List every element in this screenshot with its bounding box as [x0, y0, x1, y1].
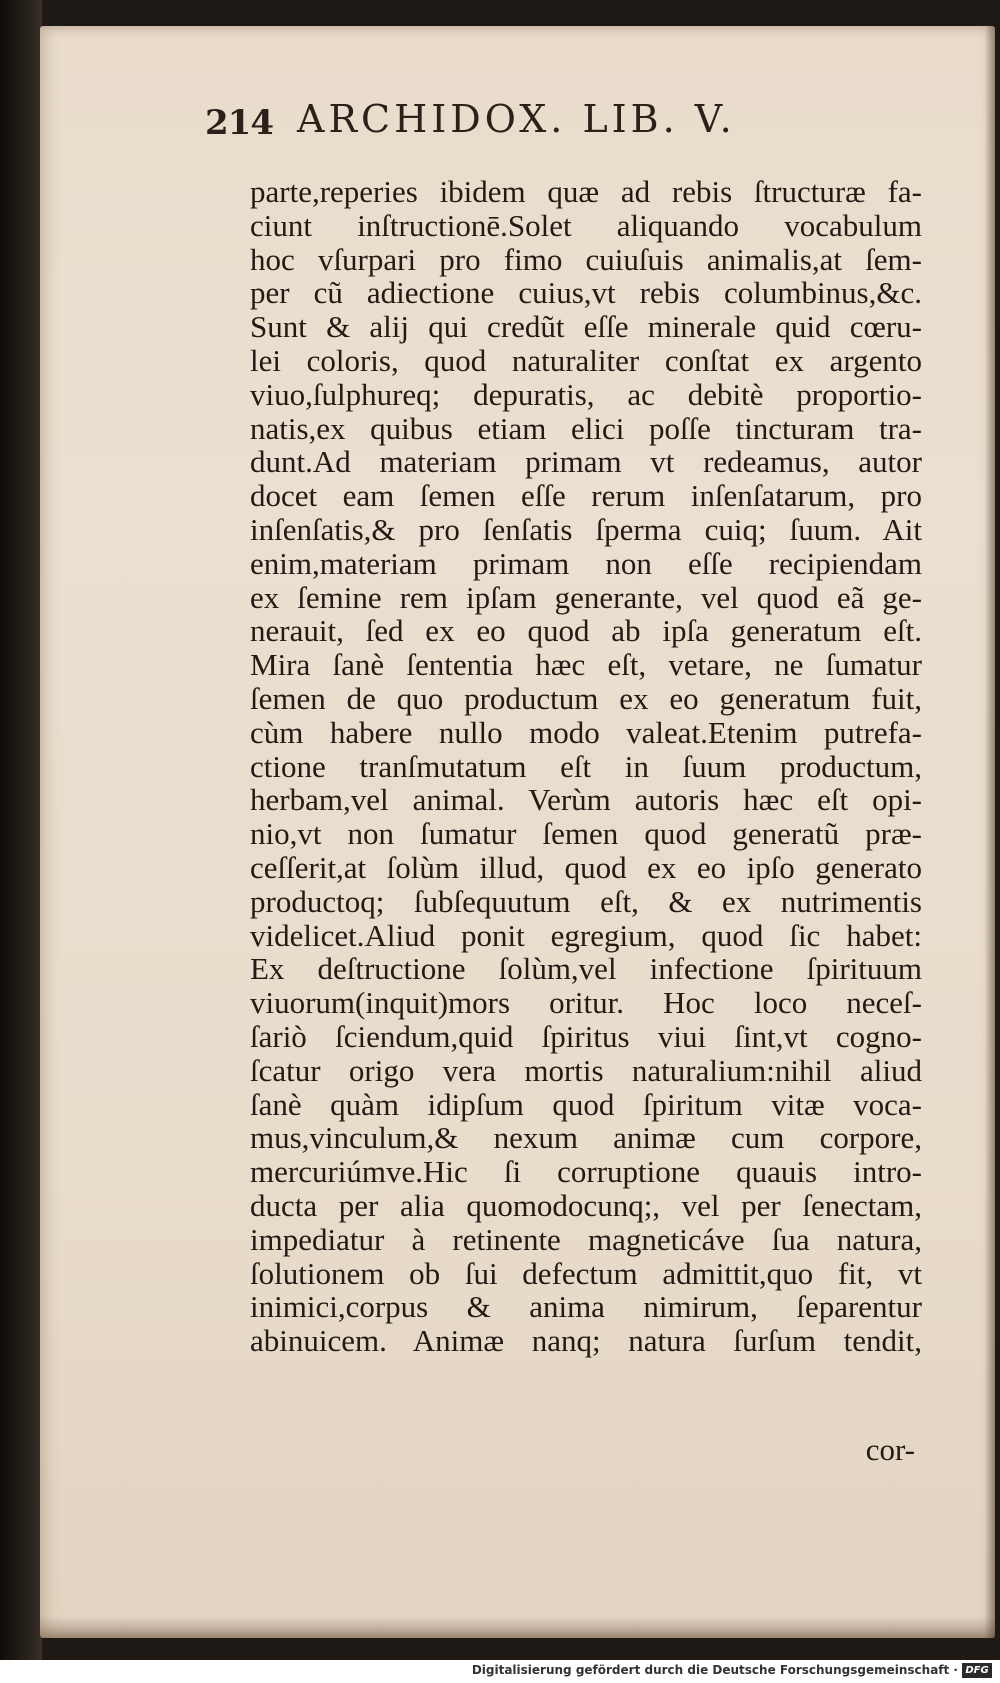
page-number: 214 — [205, 103, 273, 143]
text-line: herbam,vel animal. Verùm autoris hæc eſt opi- — [250, 782, 922, 818]
running-title: ARCHIDOX. LIB. V. — [297, 97, 736, 141]
text-line: ceſſerit,at ſolùm illud, quod ex eo ipſo generato — [250, 849, 922, 885]
text-line: nio,vt non ſumatur ſemen quod generatũ præ- — [250, 816, 922, 852]
text-line: viuorum(inquit)mors oritur. Hoc loco neceſ- — [250, 985, 922, 1021]
text-line: ſariò ſciendum,quid ſpiritus viui ſint,vt cogno- — [250, 1018, 922, 1054]
page-bottom-shadow — [40, 1616, 995, 1638]
text-line: ſcatur origo vera mortis naturalium:nihil aliud — [250, 1052, 922, 1088]
text-line: mercuriúmve.Hic ſi corruptione quauis intro- — [250, 1154, 922, 1190]
text-line: cùm habere nullo modo valeat.Etenim putrefa- — [250, 714, 922, 750]
text-line: productoq; ſubſequutum eſt, & ex nutrimentis — [250, 883, 922, 919]
text-line: viuo,ſulphureq; depuratis, ac debitè proportio- — [250, 376, 922, 412]
text-line: ctione tranſmutatum eſt in ſuum productum, — [250, 748, 922, 784]
text-line: ducta per alia quomodocunq;, vel per ſenectam, — [250, 1187, 922, 1223]
body-text — [250, 175, 922, 1358]
text-line: ſolutionem ob ſui defectum admittit,quo fit, vt — [250, 1255, 922, 1291]
text-line: ſanè quàm idipſum quod ſpiritum vitæ voca- — [250, 1086, 922, 1122]
text-line: natis,ex quibus etiam elici poſſe tincturam tra- — [250, 410, 922, 446]
text-line: parte,reperies ibidem quæ ad rebis ſtructuræ fa- — [250, 174, 922, 209]
text-line: enim,materiam primam non eſſe recipiendam — [250, 545, 922, 581]
digitization-credit: Digitalisierung gefördert durch die Deutsche Forschungsgemeinschaft · — [471, 1663, 958, 1677]
text-line: ſemen de quo productum ex eo generatum fuit, — [250, 680, 922, 716]
dfg-logo: DFG — [962, 1663, 992, 1678]
text-line: inimici,corpus & anima nimirum, ſeparentur — [250, 1289, 922, 1325]
text-line: hoc vſurpari pro fimo cuiuſuis animalis,at ſem- — [250, 241, 922, 277]
page-header — [205, 97, 905, 161]
text-line: dunt.Ad materiam primam vt redeamus, autor — [250, 444, 922, 480]
text-line: nerauit, ſed ex eo quod ab ipſa generatum eſt. — [250, 613, 922, 649]
text-line: docet eam ſemen eſſe rerum inſenſatarum, pro — [250, 478, 922, 514]
text-line: abinuicem. Animæ nanq; natura ſurſum tendit, — [250, 1323, 922, 1359]
text-line: per cũ adiectione cuius,vt rebis columbinus,&c. — [250, 275, 922, 311]
text-line: ciunt inſtructionē.Solet aliquando vocabulum — [250, 207, 922, 243]
text-line: Ex deſtructione ſolùm,vel infectione ſpirituum — [250, 951, 922, 987]
catchword: cor- — [865, 1432, 915, 1467]
text-line: inſenſatis,& pro ſenſatis ſperma cuiq; ſuum. Ait — [250, 511, 922, 547]
book-gutter-shadow — [0, 0, 42, 1683]
text-line: ex ſemine rem ipſam generante, vel quod eã ge- — [250, 579, 922, 615]
text-line: lei coloris, quod naturaliter conſtat ex argento — [250, 342, 922, 378]
text-line: videlicet.Aliud ponit egregium, quod ſic habet: — [250, 917, 922, 953]
text-line: Sunt & alij qui credũt eſſe minerale quid cœru- — [250, 309, 922, 345]
text-line: Mira ſanè ſententia hæc eſt, vetare, ne ſumatur — [250, 647, 922, 683]
page-edge-shadow — [985, 26, 995, 1638]
text-line: impediatur à retinente magneticáve ſua natura, — [250, 1221, 922, 1257]
text-line: mus,vinculum,& nexum animæ cum corpore, — [250, 1120, 922, 1156]
